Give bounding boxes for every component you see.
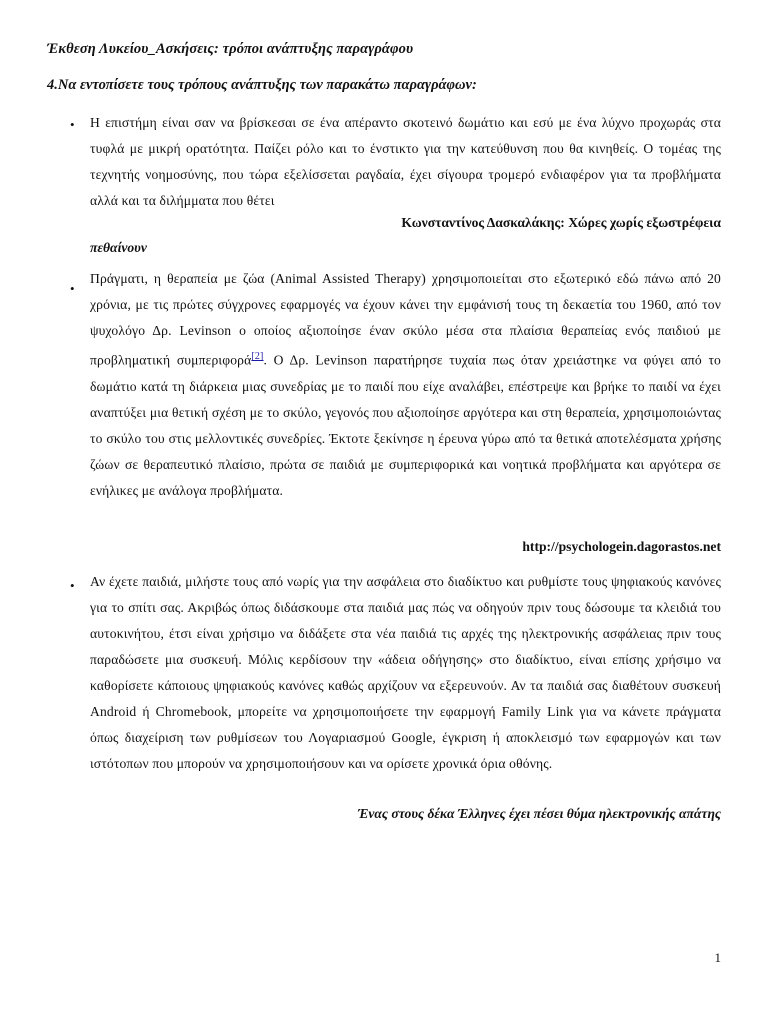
footnote-ref-link[interactable]: [2] [251,351,264,362]
paragraph-1: Η επιστήμη είναι σαν να βρίσκεσαι σε ένα απέραντο σκοτεινό δωμάτιο και εσύ με ένα λύχνο προχωράς στα τυφλά με μικρή ορατότητα. Παίζει ρόλο και το ένστικτο για την κατεύθυνση που θα κινηθείς. Ο τομέας της τεχνητής νοημοσύνης, που τώρα εξελίσσεται ραγδαία, έχει σίγουρα τρομερό ενδιαφέρον για τα προβλήματα αλλά και τα διλήμματα που θέτει [90,115,721,208]
exercise-heading: 4.Να εντοπίσετε τους τρόπους ανάπτυξης των παρακάτω παραγράφων: [47,77,477,93]
bullet-icon: • [70,117,75,132]
paragraph-3: Αν έχετε παιδιά, μιλήστε τους από νωρίς για την ασφάλεια στο διαδίκτυο και ρυθμίστε τους ψηφιακούς κανόνες για το σπίτι σας. Ακριβώς όπως διδάσκουμε στα παιδιά μας πώς να οδηγούν πριν τους δώσουμε τα κλειδιά του αυτοκινήτου, έτσι είναι χρήσιμο να διδάξετε στα νέα παιδιά τις αρχές της ηλεκτρονικής ασφάλειας πριν τους παραδώσετε μια συσκευή. Μόλις κερδίσουν την «άδεια οδήγησης» στο διαδίκτυο, είναι επίσης χρήσιμο να καθορίσετε κάποιους ψηφιακούς κανόνες καθώς αρχίζουν να εξερευνούν. Αν τα παιδιά σας διαθέτουν συσκευή Android ή Chromebook, μπορείτε να χρησιμοποιήσετε την εφαρμογή Family Link για να κάνετε πράγματα όπως διαχείριση των ρυθμίσεων του Λογαριασμού Google, έγκριση ή αποκλεισμό των εφαρμογών και των ιστότοπων που μπορούν να χρησιμοποιήσουν και να ορίσετε χρονικά όρια οθόνης. [90,574,721,771]
bullet-icon: • [70,578,75,593]
paragraph-2-text-continued: . Ο Δρ. Levinson παρατήρησε τυχαία πως όταν χρειάστηκε να φύγει από το δωμάτιο κατά τη διάρκεια μιας συνεδρίας με το παιδί που είχε αναλάβει, επέστρεψε και βρήκε το παιδί να έχει αναπτύξει μια θετική σχέση με το σκύλο, γεγονός που αξιοποίησε αργότερα και στη θεραπεία, χρησιμοποιώντας το σκύλο του στις μελλοντικές συνεδρίες. Έκτοτε ξεκίνησε η έρευνα γύρω από τα θετικά αποτελέσματα χρήσης ζώων σε θεραπευτικό πλαίσιο, πρώτα σε παιδιά με συμπεριφορικά και νοητικά προβλήματα και αργότερα σε ενήλικες με ανάλογα προβλήματα. [90,352,721,498]
paragraph-3-source: Ένας στους δέκα Έλληνες έχει πέσει θύμα ηλεκτρονικής απάτης [357,806,721,821]
document-title: Έκθεση Λυκείου_Ασκήσεις: τρόποι ανάπτυξης παραγράφου [47,41,414,57]
bullet-icon: • [70,281,75,296]
paragraph-2 [90,266,721,504]
paragraph-2-text: Πράγματι, η θεραπεία με ζώα (Animal Assisted Therapy) χρησιμοποιείται στο εξωτερικό εδώ πάνω από 20 χρόνια, με τις πρώτες σύγχρονες εφαρμογές να έχουν κάνει την εμφάνισή τους τη δεκαετία του 1960, από τον ψυχολόγο Δρ. Levinson ο οποίος αξιοποίησε έναν σκύλο μέσα στα πλαίσια θεραπείας ενός παιδιού με προβληματική συμπεριφορά [90,271,721,368]
paragraph-2-source: http://psychologein.dagorastos.net [522,539,721,554]
page-number: 1 [714,950,721,965]
paragraph-1-source-continuation: πεθαίνουν [90,240,147,255]
paragraph-1-source: Κωνσταντίνος Δασκαλάκης: Χώρες χωρίς εξωστρέφεια [401,215,721,230]
